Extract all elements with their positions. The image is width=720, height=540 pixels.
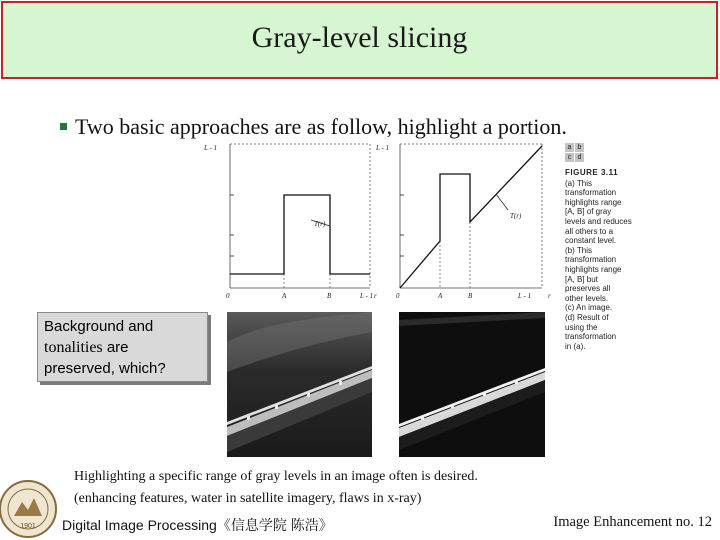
- caption-line: [A, B] of gray: [565, 207, 612, 217]
- bullet-point: [60, 114, 567, 140]
- description-line: (enhancing features, water in satellite imagery, flaws in x-ray): [74, 491, 422, 506]
- slide-title: Gray-level slicing: [251, 21, 468, 54]
- original-image: [227, 312, 372, 457]
- caption-line: (d) Result of: [565, 312, 609, 322]
- plot-a-x-var: r: [374, 292, 377, 300]
- plot-a-tick-l1: L - 1: [360, 292, 374, 300]
- footer-course: Digital Image Processing《信息学院 陈浩》: [62, 517, 333, 533]
- note-callout: [37, 312, 208, 382]
- note-text: Background and: [44, 318, 154, 335]
- caption-line: (b) This: [565, 245, 592, 255]
- panel-label-b: b: [575, 143, 584, 152]
- seal-year: 1901: [20, 523, 36, 530]
- note-text: preserved, which?: [44, 360, 166, 377]
- panel-label-c: c: [565, 153, 574, 162]
- plot-a-tick-a: A: [282, 292, 287, 300]
- caption-line: using the: [565, 322, 598, 332]
- result-image: [399, 312, 545, 457]
- caption-line: highlights range: [565, 197, 622, 207]
- caption-line: (c) An image.: [565, 303, 613, 313]
- plot-b: [375, 144, 551, 300]
- university-seal-icon: [0, 478, 58, 540]
- caption-line: transformation: [565, 255, 617, 265]
- plot-b-label-pointer: [496, 194, 508, 210]
- plot-b-curve-label: T(r): [510, 212, 522, 220]
- plot-b-tick-b: B: [468, 292, 473, 300]
- caption-line: all others to a: [565, 226, 614, 236]
- figure-caption: [565, 143, 645, 351]
- caption-line: other levels.: [565, 293, 609, 303]
- caption-line: in (a).: [565, 341, 586, 351]
- plot-b-tick-l1: L - 1: [518, 292, 532, 300]
- panel-label-a: a: [565, 143, 574, 152]
- caption-line: (a) This: [565, 178, 592, 188]
- transformation-plots: [196, 138, 558, 304]
- description-text: [74, 466, 478, 510]
- caption-line: constant level.: [565, 236, 617, 246]
- note-text: tonalities: [44, 339, 103, 356]
- caption-line: highlights range: [565, 264, 622, 274]
- plot-a: [203, 144, 377, 300]
- plot-b-y-label: L - 1: [376, 144, 390, 152]
- plot-b-tick-0: 0: [396, 292, 400, 300]
- plot-a-curve-label: T(r): [314, 220, 326, 228]
- plot-a-tick-0: 0: [226, 292, 230, 300]
- title-bar: [1, 1, 718, 79]
- figure-panel-labels: [565, 143, 645, 162]
- plot-a-curve: [230, 195, 370, 274]
- plot-b-x-var: r: [548, 292, 551, 300]
- caption-line: levels and reduces: [565, 216, 632, 226]
- footer-page: Image Enhancement no. 12: [553, 514, 712, 530]
- panel-label-d: d: [575, 153, 584, 162]
- caption-line: preserves all: [565, 284, 611, 294]
- figure-caption-title: FIGURE 3.11: [565, 168, 619, 177]
- plot-a-y-label: L - 1: [204, 144, 218, 152]
- plot-b-tick-a: A: [438, 292, 443, 300]
- description-line: Highlighting a specific range of gray levels in an image often is desired.: [74, 469, 478, 484]
- plot-a-tick-b: B: [327, 292, 332, 300]
- caption-line: transformation: [565, 332, 617, 342]
- caption-line: transformation: [565, 188, 617, 198]
- bullet-square-icon: [60, 123, 67, 130]
- bullet-text: Two basic approaches are as follow, highlight a portion.: [75, 114, 567, 139]
- caption-line: [A, B] but: [565, 274, 598, 284]
- original-image-graphic: [227, 312, 372, 457]
- result-image-graphic: [399, 312, 545, 457]
- note-text: are: [102, 339, 129, 356]
